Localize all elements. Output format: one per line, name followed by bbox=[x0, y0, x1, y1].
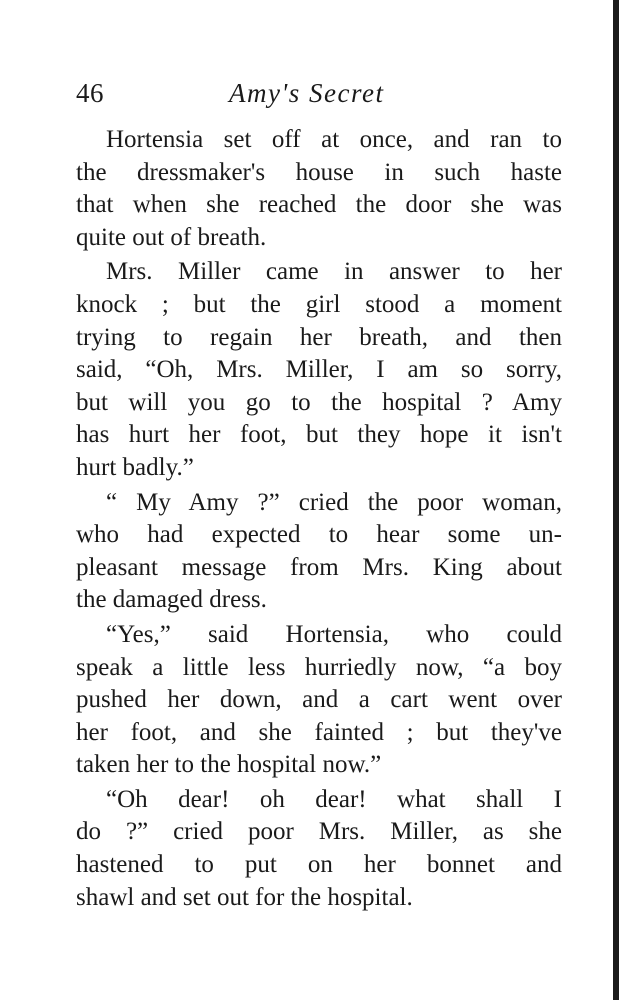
text-line: “Oh dear! oh dear! what shall I bbox=[106, 785, 562, 813]
text-line: the dressmaker's house in such haste bbox=[76, 158, 562, 186]
text-line: quite out of breath. bbox=[76, 223, 267, 251]
page-edge-shadow bbox=[613, 0, 619, 1000]
text-line: shawl and set out for the hospital. bbox=[76, 883, 413, 911]
text-line: “Yes,” said Hortensia, who could bbox=[106, 620, 562, 648]
text-line: Hortensia set off at once, and ran to bbox=[106, 126, 562, 153]
text-line: her foot, and she fainted ; but they've bbox=[76, 718, 562, 746]
paragraph bbox=[76, 256, 562, 484]
text-line: “ My Amy ?” cried the poor woman, bbox=[106, 488, 562, 516]
text-line: the damaged dress. bbox=[76, 586, 267, 614]
paragraph bbox=[76, 487, 562, 617]
text-line: but will you go to the hospital ? Amy bbox=[76, 388, 562, 416]
text-line: that when she reached the door she was bbox=[76, 191, 562, 219]
page-number: 46 bbox=[76, 78, 104, 108]
text-line: said, “Oh, Mrs. Miller, I am so sorry, bbox=[76, 356, 562, 384]
text-line: has hurt her foot, but they hope it isn't bbox=[76, 421, 562, 449]
text-line: pleasant message from Mrs. King about bbox=[76, 553, 562, 581]
text-line: pushed her down, and a cart went over bbox=[76, 686, 562, 714]
text-line: do ?” cried poor Mrs. Miller, as she bbox=[76, 818, 562, 846]
paragraph bbox=[76, 124, 562, 254]
page-header bbox=[76, 78, 566, 114]
paragraph bbox=[76, 619, 562, 782]
text-line: taken her to the hospital now.” bbox=[76, 751, 382, 779]
text-line: knock ; but the girl stood a moment bbox=[76, 290, 562, 318]
text-line: Mrs. Miller came in answer to her bbox=[106, 258, 562, 286]
paragraph bbox=[76, 784, 562, 914]
body-text bbox=[76, 124, 562, 916]
text-line: hastened to put on her bonnet and bbox=[76, 851, 562, 879]
text-line: trying to regain her breath, and then bbox=[76, 323, 562, 351]
running-title: Amy's Secret bbox=[229, 78, 385, 108]
text-line: speak a little less hurriedly now, “a boy bbox=[76, 653, 562, 681]
text-line: who had expected to hear some un- bbox=[76, 521, 562, 549]
text-line: hurt badly.” bbox=[76, 453, 194, 481]
